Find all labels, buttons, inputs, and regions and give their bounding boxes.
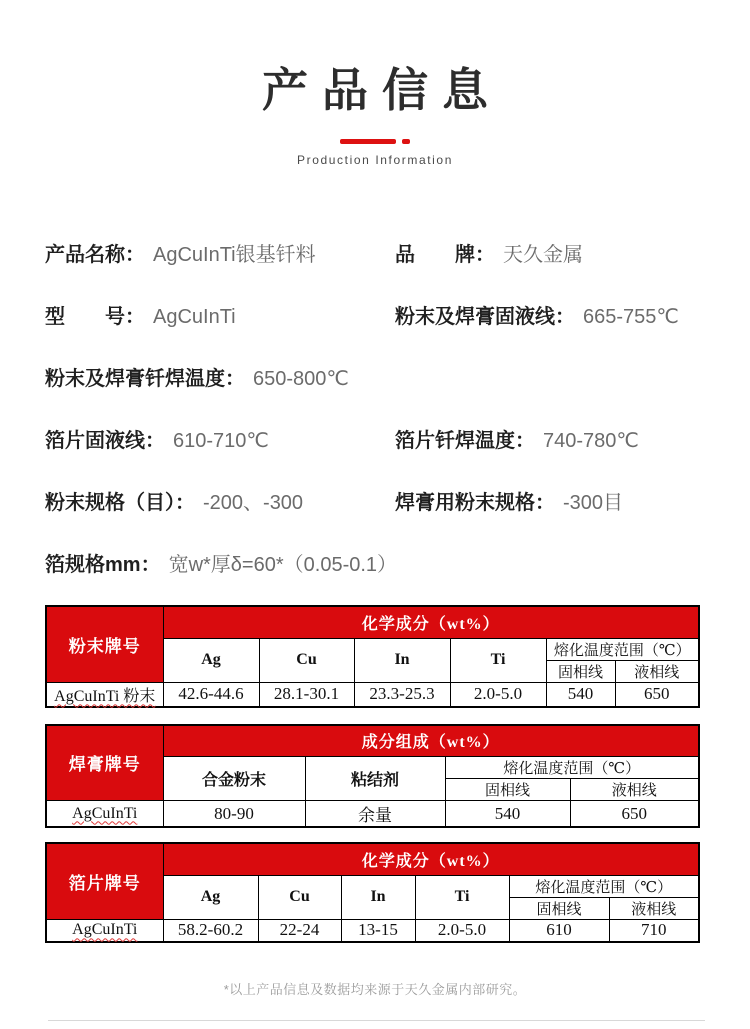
cell-solidus: 540 <box>445 801 570 828</box>
cell-ti: 2.0-5.0 <box>415 919 509 942</box>
col-header-cu: Cu <box>258 875 341 919</box>
col-header-melting-range: 熔化温度范围（℃） <box>509 875 699 897</box>
page-subtitle: Production Information <box>297 153 453 167</box>
field-value: -200、-300 <box>203 492 304 514</box>
group-header-chemical-composition: 化学成分（wt%） <box>163 843 699 875</box>
row-label-foil: AgCuInTi <box>46 919 163 942</box>
col-header-solidus: 固相线 <box>445 779 570 801</box>
field-value: -300目 <box>563 492 624 514</box>
field-label: 产品名称： <box>45 244 145 266</box>
col-header-liquidus: 液相线 <box>609 897 699 919</box>
field-powder-mesh <box>45 492 395 514</box>
cell-ti: 2.0-5.0 <box>450 682 546 707</box>
row-header-powder-grade: 粉末牌号 <box>46 606 163 682</box>
cell-in: 13-15 <box>341 919 415 942</box>
table-row <box>46 682 699 707</box>
col-header-liquidus: 液相线 <box>570 779 699 801</box>
powder-composition-table <box>45 605 700 708</box>
cell-cu: 28.1-30.1 <box>259 682 354 707</box>
page-title: 产品信息 <box>262 64 502 116</box>
col-header-alloy-powder: 合金粉末 <box>163 757 305 801</box>
cell-ag: 58.2-60.2 <box>163 919 258 942</box>
field-value: AgCuInTi <box>153 306 236 328</box>
info-row <box>45 368 705 390</box>
info-row <box>45 492 705 514</box>
field-value: 740-780℃ <box>543 430 639 452</box>
col-header-ag: Ag <box>163 638 259 682</box>
field-value: 665-755℃ <box>583 306 679 328</box>
cell-solidus: 540 <box>546 682 615 707</box>
field-paste-powder-mesh <box>395 492 705 514</box>
col-header-melting-range: 熔化温度范围（℃） <box>546 638 699 660</box>
field-label: 箔片固液线： <box>45 430 165 452</box>
table-row <box>46 801 699 828</box>
col-header-binder: 粘结剂 <box>305 757 445 801</box>
field-powder-paste-brazing-temp <box>45 368 395 390</box>
col-header-cu: Cu <box>259 638 354 682</box>
row-header-paste-grade: 焊膏牌号 <box>46 725 163 801</box>
field-foil-size <box>45 554 398 576</box>
field-value: 650-800℃ <box>253 368 349 390</box>
cell-in: 23.3-25.3 <box>354 682 450 707</box>
row-label-paste: AgCuInTi <box>46 801 163 828</box>
col-header-ag: Ag <box>163 875 258 919</box>
col-header-melting-range: 熔化温度范围（℃） <box>445 757 699 779</box>
cell-liquidus: 710 <box>609 919 699 942</box>
field-value: 610-710℃ <box>173 430 269 452</box>
row-label-powder: AgCuInTi 粉末 <box>46 682 163 707</box>
field-value: AgCuInTi银基钎料 <box>153 244 316 266</box>
col-header-ti: Ti <box>450 638 546 682</box>
table-row <box>46 919 699 942</box>
page-header <box>0 0 750 167</box>
info-row <box>45 244 705 266</box>
col-header-ti: Ti <box>415 875 509 919</box>
col-header-liquidus: 液相线 <box>615 660 699 682</box>
info-row <box>45 554 705 576</box>
field-label: 焊膏用粉末规格： <box>395 492 555 514</box>
col-header-in: In <box>354 638 450 682</box>
field-label: 箔片钎焊温度： <box>395 430 535 452</box>
disclaimer-note: *以上产品信息及数据均来源于天久金属内部研究。 <box>223 982 527 997</box>
info-row <box>45 430 705 452</box>
group-header-chemical-composition: 化学成分（wt%） <box>163 606 699 638</box>
field-brand <box>395 244 705 266</box>
field-label: 粉末及焊膏钎焊温度： <box>45 368 245 390</box>
cell-ag: 42.6-44.6 <box>163 682 259 707</box>
paste-composition-table <box>45 724 700 829</box>
title-divider <box>0 139 750 144</box>
row-header-foil-grade: 箔片牌号 <box>46 843 163 919</box>
field-label: 粉末规格（目）： <box>45 492 195 514</box>
cell-cu: 22-24 <box>258 919 341 942</box>
cell-solidus: 610 <box>509 919 609 942</box>
field-foil-brazing-temp <box>395 430 705 452</box>
bottom-divider <box>48 1020 705 1021</box>
col-header-solidus: 固相线 <box>509 897 609 919</box>
field-label: 品 牌： <box>395 244 495 266</box>
field-product-name <box>45 244 395 266</box>
field-label: 箔规格mm： <box>45 554 161 576</box>
col-header-solidus: 固相线 <box>546 660 615 682</box>
foil-composition-table <box>45 842 700 943</box>
field-value: 宽w*厚δ=60*（0.05-0.1） <box>168 554 398 576</box>
field-powder-paste-solidus-liquidus <box>395 306 705 328</box>
col-header-in: In <box>341 875 415 919</box>
divider-dot <box>402 139 410 144</box>
field-value: 天久金属 <box>503 244 583 266</box>
field-label: 粉末及焊膏固液线： <box>395 306 575 328</box>
field-foil-solidus-liquidus <box>45 430 395 452</box>
cell-liquidus: 650 <box>615 682 699 707</box>
group-header-composition: 成分组成（wt%） <box>163 725 699 757</box>
cell-liquidus: 650 <box>570 801 699 828</box>
divider-bar <box>340 139 396 144</box>
cell-binder: 余量 <box>305 801 445 828</box>
cell-alloy-powder: 80-90 <box>163 801 305 828</box>
field-model <box>45 306 395 328</box>
product-info-section <box>45 244 705 576</box>
info-row <box>45 306 705 328</box>
field-label: 型 号： <box>45 306 145 328</box>
